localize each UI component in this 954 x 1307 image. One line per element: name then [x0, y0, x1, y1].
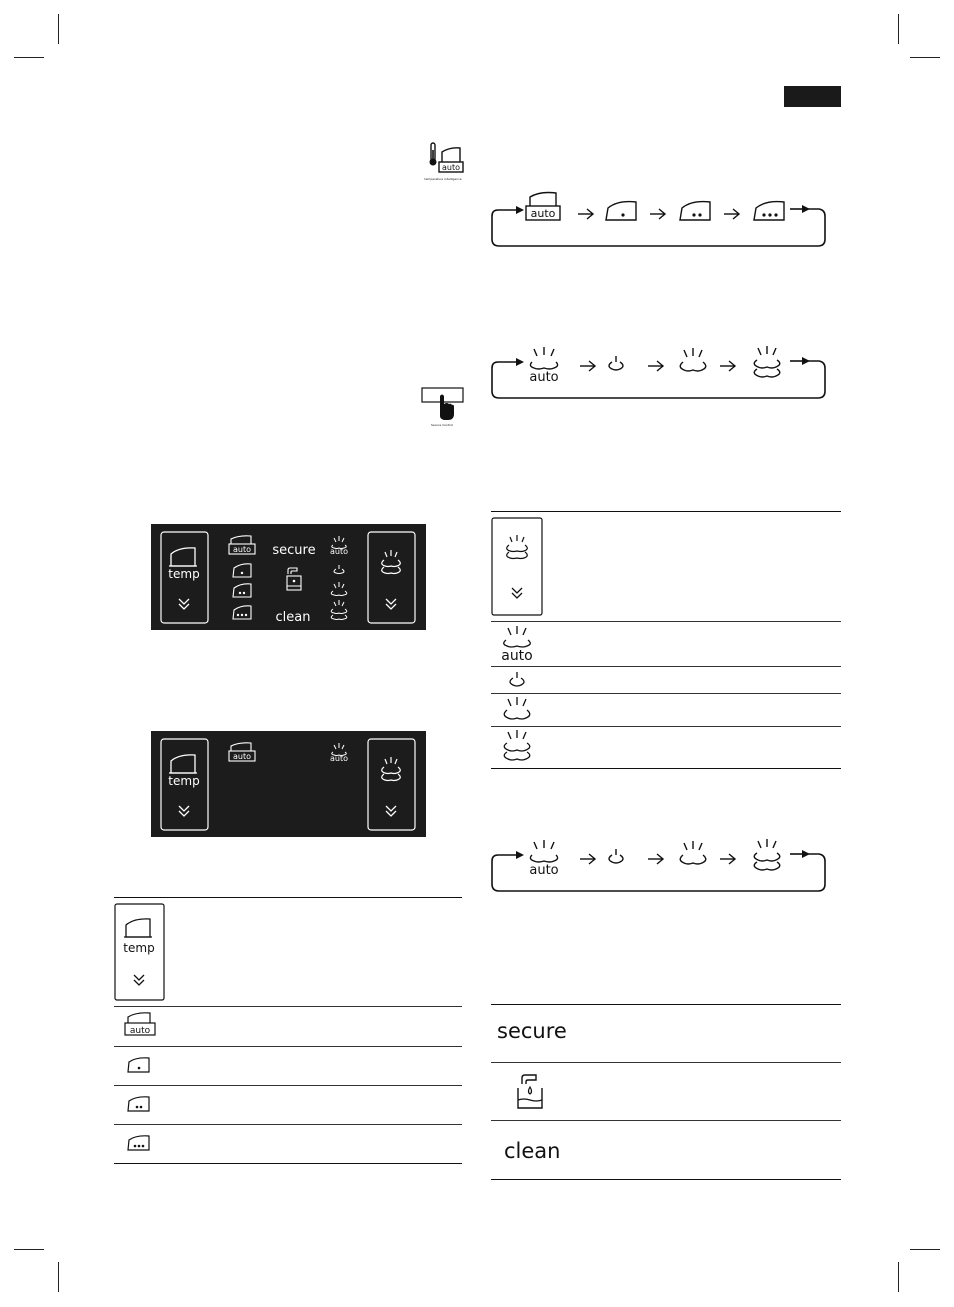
crop-mark — [58, 1262, 59, 1292]
crop-mark — [910, 1249, 940, 1250]
steam-auto-indicator — [330, 536, 348, 556]
table-rule — [114, 1006, 462, 1007]
arrow-icon — [648, 854, 663, 864]
arrow-icon — [724, 209, 739, 219]
temp-table-auto-text: auto — [129, 1026, 151, 1036]
table-rule — [114, 1046, 462, 1047]
panel-iron-auto-text: auto — [232, 752, 252, 761]
steam-medium-icon — [680, 348, 706, 371]
temperature-intelligence-icon — [420, 140, 466, 182]
panel-steam-auto-text: auto — [329, 547, 349, 556]
temp-table-label: temp — [123, 941, 155, 955]
cycle-start-arrowhead — [516, 206, 524, 214]
table-rule — [491, 1004, 841, 1005]
crop-mark — [14, 1249, 44, 1250]
chevron-down-icon — [386, 599, 396, 604]
iron-one-dot-icon — [606, 202, 636, 220]
steam-cycle-2-auto-text: auto — [529, 863, 559, 878]
temperature-cycle-diagram — [488, 188, 830, 250]
arrow-icon — [650, 209, 665, 219]
steam-medium-indicator — [331, 582, 347, 596]
secure-control-caption: Secure Control — [430, 423, 454, 427]
table-rule — [491, 768, 841, 769]
arrow-icon — [578, 209, 593, 219]
arrow-icon — [720, 854, 735, 864]
steam-table-button-icon — [491, 517, 543, 616]
steam-table-medium-icon — [500, 697, 534, 723]
steam-low-icon — [609, 356, 623, 370]
steam-table-low-icon — [505, 670, 529, 690]
arrow-icon — [580, 361, 595, 371]
crop-mark — [898, 14, 899, 44]
table-rule — [491, 726, 841, 727]
steam-medium-icon — [680, 841, 706, 864]
status-clean-label: clean — [504, 1139, 561, 1163]
panel-clean-label: clean — [275, 610, 311, 625]
table-rule — [491, 511, 841, 512]
steam-high-indicator — [331, 600, 347, 620]
temp-button-label: temp — [168, 774, 200, 788]
temp-table-one-dot-icon — [124, 1054, 154, 1076]
steam-button[interactable] — [368, 532, 415, 623]
panel-iron-auto-text: auto — [232, 545, 252, 554]
table-rule — [114, 1124, 462, 1125]
arrow-icon — [720, 361, 735, 371]
table-rule — [491, 1120, 841, 1121]
iron-one-dot-indicator — [233, 564, 251, 577]
table-rule — [491, 666, 841, 667]
language-tab — [784, 86, 841, 107]
water-tank-icon — [287, 568, 301, 590]
temp-table-three-dot-icon — [124, 1132, 154, 1154]
chevron-down-icon — [179, 599, 189, 604]
steam-high-icon — [754, 839, 780, 870]
temp-table-button-icon — [114, 903, 166, 1001]
table-rule — [491, 693, 841, 694]
iron-three-dot-icon — [754, 202, 784, 220]
temp-button[interactable] — [161, 739, 208, 830]
table-rule — [114, 1163, 462, 1164]
crop-mark — [14, 57, 44, 58]
crop-mark — [58, 14, 59, 44]
table-rule — [114, 1085, 462, 1086]
temp-button-label: temp — [168, 567, 200, 581]
control-panel-reduced — [151, 731, 426, 837]
chevron-down-icon — [179, 806, 189, 811]
panel-steam-auto-text: auto — [329, 754, 349, 763]
status-secure-label: secure — [497, 1019, 567, 1043]
water-tank-icon — [514, 1072, 546, 1112]
temperature-intelligence-caption: temperature intelligence — [424, 177, 462, 181]
steam-auto-indicator — [330, 743, 348, 763]
arrow-icon — [648, 361, 663, 371]
iron-auto-indicator — [229, 536, 255, 554]
temp-table-two-dot-icon — [124, 1093, 154, 1115]
steam-button[interactable] — [368, 739, 415, 830]
iron-auto-indicator — [229, 743, 255, 761]
iron-two-dot-indicator — [233, 584, 251, 597]
steam-table-high-icon — [500, 730, 534, 764]
iron-three-dot-indicator — [233, 606, 251, 619]
temp-button[interactable] — [161, 532, 208, 623]
steam-high-icon — [754, 346, 780, 377]
steam-table-auto-text: auto — [501, 648, 533, 664]
steam-cycle-1-auto-text: auto — [529, 370, 559, 385]
secure-control-icon — [420, 386, 466, 428]
iron-auto-icon — [526, 193, 560, 221]
control-panel-full — [151, 524, 426, 630]
steam-table-auto-icon — [497, 626, 537, 664]
chevron-down-icon — [386, 806, 396, 811]
table-rule — [491, 621, 841, 622]
crop-mark — [910, 57, 940, 58]
iron-two-dot-icon — [680, 202, 710, 220]
steam-cycle-diagram — [488, 340, 830, 402]
table-rule — [491, 1062, 841, 1063]
steam-auto-icon — [529, 347, 558, 385]
steam-low-indicator — [334, 565, 344, 574]
arrow-icon — [580, 854, 595, 864]
temperature-intelligence-auto-text: auto — [441, 163, 461, 172]
table-rule — [491, 1179, 841, 1180]
steam-auto-icon — [529, 840, 558, 878]
temp-table-auto-icon — [122, 1011, 158, 1039]
crop-mark — [898, 1262, 899, 1292]
table-rule — [114, 897, 462, 898]
temperature-cycle-auto-text: auto — [530, 207, 556, 220]
steam-low-icon — [609, 849, 623, 863]
steam-cycle-diagram-2 — [488, 833, 830, 895]
panel-secure-label: secure — [272, 543, 316, 558]
